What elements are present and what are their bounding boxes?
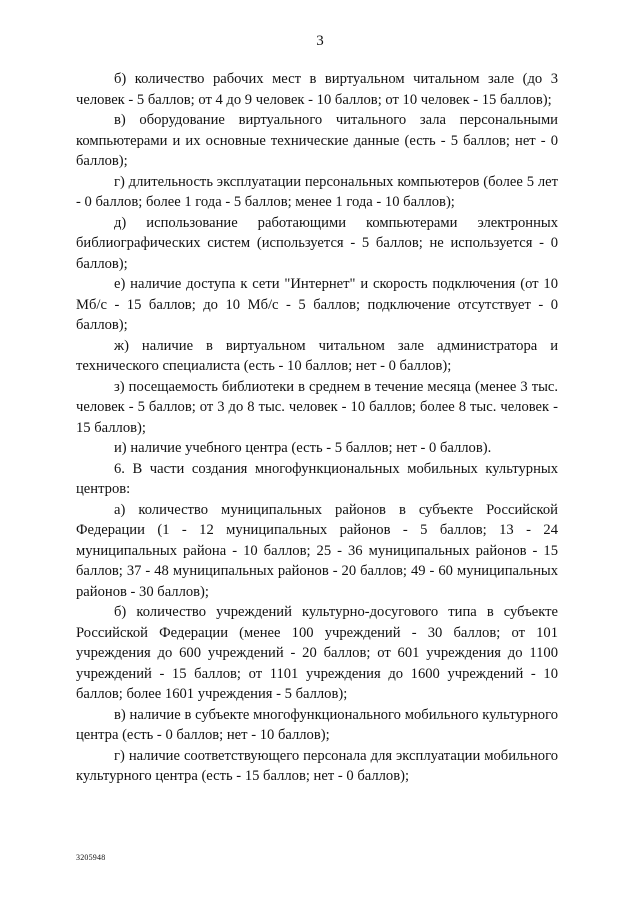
paragraph-b-workstations: б) количество рабочих мест в виртуальном читальном зале (до 3 человек - 5 баллов; от 4 до 9 человек - 10 баллов; от 10 человек - 15 баллов);	[76, 71, 558, 108]
section-6-heading: 6. В части создания многофункциональных мобильных культурных центров:	[76, 460, 558, 497]
document-code: 3205948	[76, 853, 106, 862]
paragraph-a-districts: а) количество муниципальных районов в субъекте Российской Федерации (1 - 12 муниципальных районов - 5 баллов; 13 - 24 муниципальных района - 10 баллов; 25 - 36 муниципальных районов - 15 баллов; 37 - 48 муниципальных районов - 20 баллов; 49 - 60 муниципальных районов - 30 баллов);	[76, 501, 558, 600]
paragraph-g-pc-age: г) длительность эксплуатации персональных компьютеров (более 5 лет - 0 баллов; более 1 года - 5 баллов; менее 1 года - 10 баллов);	[76, 173, 558, 210]
paragraph-e-internet-access: е) наличие доступа к сети "Интернет" и скорость подключения (от 10 Мб/с - 15 баллов; до 10 Мб/с - 5 баллов; подключение отсутствует - 0 баллов);	[76, 276, 558, 333]
document-body	[76, 69, 558, 787]
paragraph-b-institutions: б) количество учреждений культурно-досугового типа в субъекте Российской Федерации (менее 100 учреждений - 30 баллов; от 101 учреждения до 600 учреждений - 20 баллов; от 601 учреждения до 1100 учреждений - 15 баллов; от 1101 учреждения до 1600 учреждений - 10 баллов; более 1601 учреждения - 5 баллов);	[76, 604, 558, 702]
paragraph-g-personnel: г) наличие соответствующего персонала для эксплуатации мобильного культурного центра (есть - 15 баллов; нет - 0 баллов);	[76, 747, 558, 784]
paragraph-v-mobile-center: в) наличие в субъекте многофункционального мобильного культурного центра (есть - 0 баллов; нет - 10 баллов);	[76, 706, 558, 743]
paragraph-d-bibliographic-systems: д) использование работающими компьютерами электронных библиографических систем (используется - 5 баллов; не используется - 0 баллов);	[76, 214, 558, 272]
paragraph-v-equipment: в) оборудование виртуального читального зала персональными компьютерами и их основные технические данные (есть - 5 баллов; нет - 0 баллов);	[76, 112, 558, 169]
page-number: 3	[316, 33, 324, 49]
paragraph-zh-staff: ж) наличие в виртуальном читальном зале администратора и технического специалиста (есть - 10 баллов; нет - 0 баллов);	[76, 337, 558, 374]
paragraph-z-attendance: з) посещаемость библиотеки в среднем в течение месяца (менее 3 тыс. человек - 5 баллов; от 3 до 8 тыс. человек - 10 баллов; более 8 тыс. человек - 15 баллов);	[76, 378, 558, 436]
paragraph-i-training-center: и) наличие учебного центра (есть - 5 баллов; нет - 0 баллов).	[114, 440, 492, 456]
